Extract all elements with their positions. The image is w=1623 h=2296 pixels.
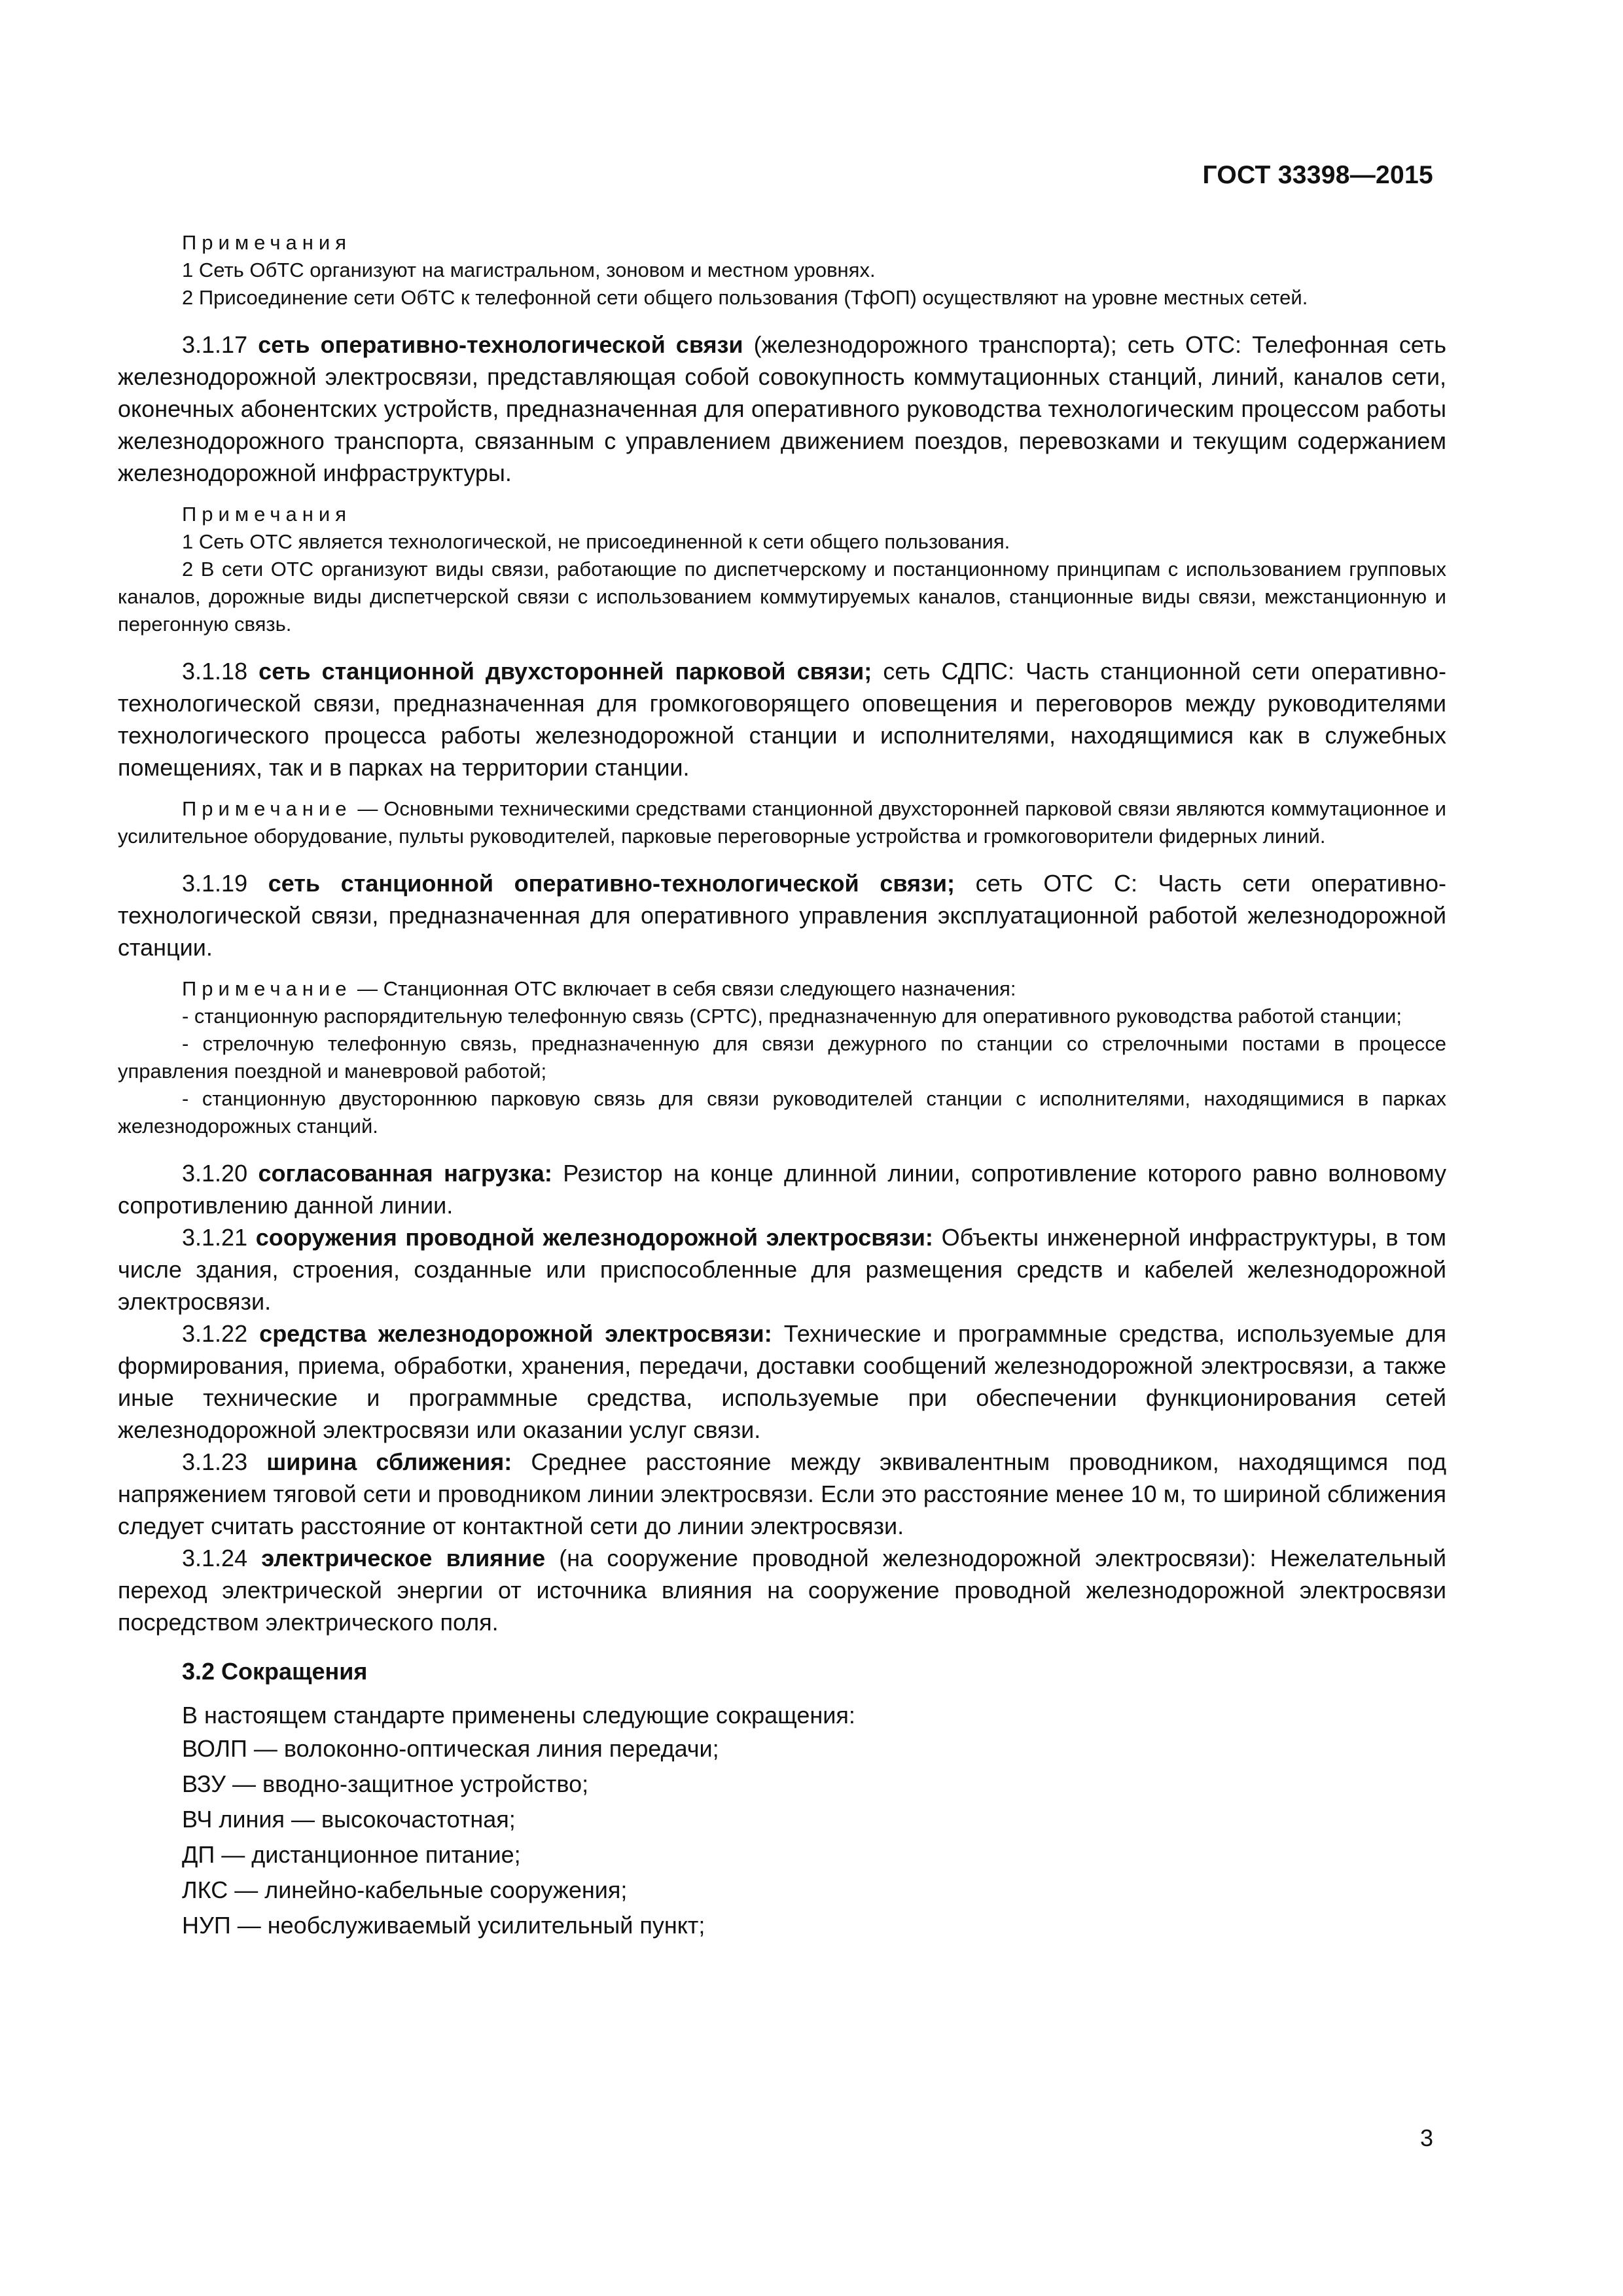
abbreviation-item: ВЧ линия — высокочастотная; (182, 1806, 516, 1833)
notes-block (118, 975, 1446, 1140)
definition-3-1-24 (118, 1542, 1446, 1638)
note-paragraph (118, 975, 1446, 1003)
definition-number: 3.1.21 (182, 1224, 248, 1251)
abbreviations-intro: В настоящем стандарте применены следующие сокращения: (182, 1702, 855, 1729)
definition-term: сооружения проводной железнодорожной электросвязи: (255, 1224, 933, 1251)
section-title: 3.2 Сокращения (182, 1658, 368, 1685)
definition-term: сеть станционной двухсторонней парковой связи; (259, 658, 872, 685)
note-item: 2 В сети ОТС организуют виды связи, работающие по диспетчерскому и постанционному принципам с использованием групповых каналов, дорожные виды диспетчерской связи с использованием коммутируемых каналов, станционные виды связи, межстанционную и перегонную связь. (118, 558, 1446, 636)
definition-term: средства железнодорожной электросвязи: (259, 1320, 772, 1347)
definition-term: сеть оперативно-технологической связи (258, 331, 743, 358)
definition-number: 3.1.19 (182, 870, 248, 897)
definition-number: 3.1.17 (182, 331, 248, 358)
note-item: 1 Сеть ОТС является технологической, не присоединенной к сети общего пользования. (182, 530, 1010, 553)
definition-3-1-22 (118, 1318, 1446, 1446)
note-item: 2 Присоединение сети ОбТС к телефонной сети общего пользования (ТфОП) осуществляют на уровне местных сетей. (182, 286, 1308, 309)
definition-3-1-21 (118, 1221, 1446, 1318)
definition-text: сеть ОТС С: Часть сети оперативно-технологической связи, предназначенная для оперативного управления эксплуатационной работой железнодорожной станции. (118, 870, 1446, 961)
definition-3-1-19 (118, 867, 1446, 963)
definition-term: ширина сближения: (266, 1448, 512, 1475)
definition-3-1-23 (118, 1446, 1446, 1542)
definition-text: Объекты инженерной инфраструктуры, в том числе здания, строения, созданные или приспособленные для размещения средств и кабелей железнодорожной электросвязи. (118, 1224, 1446, 1315)
note-item: 1 Сеть ОбТС организуют на магистральном, зоновом и местном уровнях. (182, 259, 876, 281)
notes-title: Примечания (182, 503, 351, 526)
abbreviation-item: ВОЛП — волоконно-оптическая линия передачи; (182, 1735, 719, 1762)
definition-term: согласованная нагрузка: (258, 1160, 552, 1187)
definition-number: 3.1.20 (182, 1160, 248, 1187)
note-label: Примечание (182, 797, 352, 820)
note-item: - стрелочную телефонную связь, предназначенную для связи дежурного по станции со стрелочными постами в процессе управления поездной и маневровой работой; (118, 1032, 1446, 1083)
document-body (118, 229, 1446, 1943)
definition-text: Резистор на конце длинной линии, сопротивление которого равно волновому сопротивлению данной линии. (118, 1160, 1446, 1219)
note-label: Примечание (182, 977, 352, 1000)
definition-text: (железнодорожного транспорта); сеть ОТС: Телефонная сеть железнодорожной электросвязи, представляющая собой совокупность коммутационных станций, линий, каналов сети, оконечных абонентских устройств, предназначенная для оперативного руководства технологическим процессом работы железнодорожного транспорта, связанным с управлением движением поездов, перевозками и текущим содержанием железнодорожной инфраструктуры. (118, 331, 1446, 486)
definition-text: сеть СДПС: Часть станционной сети оперативно-технологической связи, предназначенная для громкоговорящего оповещения и переговоров между руководителями технологического процесса работы железнодорожной станции и исполнителями, находящимися как в служебных помещениях, так и в парках на территории станции. (118, 658, 1446, 781)
definition-3-1-17 (118, 329, 1446, 489)
abbreviations-list (118, 1731, 1446, 1943)
page-number: 3 (1419, 2125, 1433, 2151)
note-item: - станционную двустороннюю парковую связь для связи руководителей станции с исполнителями, находящимися в парках железнодорожных станций. (118, 1087, 1446, 1138)
abbreviation-item: ВЗУ — вводно-защитное устройство; (182, 1770, 589, 1797)
notes-block (118, 501, 1446, 638)
definition-term: сеть станционной оперативно-технологической связи; (268, 870, 955, 897)
definition-3-1-20 (118, 1157, 1446, 1221)
definition-3-1-18 (118, 655, 1446, 783)
note-paragraph (118, 795, 1446, 850)
abbreviation-item: НУП — необслуживаемый усилительный пункт; (182, 1912, 705, 1939)
definition-text: Технические и программные средства, используемые для формирования, приема, обработки, хранения, передачи, доставки сообщений железнодорожной электросвязи, а также иные технические и программные средства, используемые при обеспечении функционирования сетей железнодорожной электросвязи или оказании услуг связи. (118, 1320, 1446, 1443)
definition-number: 3.1.24 (182, 1545, 248, 1571)
definition-number: 3.1.18 (182, 658, 248, 685)
abbreviation-item: ДП — дистанционное питание; (182, 1841, 521, 1868)
standard-number: ГОСТ 33398—2015 (1202, 161, 1433, 189)
definition-number: 3.1.22 (182, 1320, 248, 1347)
definition-text: (на сооружение проводной железнодорожной электросвязи): Нежелательный переход электрической энергии от источника влияния на сооружение проводной железнодорожной электросвязи посредством электрического поля. (118, 1545, 1446, 1636)
note-text: — Основными техническими средствами станционной двухсторонней парковой связи являются коммутационное и усилительное оборудование, пульты руководителей, парковые переговорные устройства и громкоговорители фидерных линий. (118, 797, 1446, 848)
definition-number: 3.1.23 (182, 1448, 248, 1475)
abbreviation-item: ЛКС — линейно-кабельные сооружения; (182, 1876, 628, 1903)
note-text: — Станционная ОТС включает в себя связи следующего назначения: (351, 977, 1016, 1000)
notes-title: Примечания (182, 231, 351, 254)
definition-text: Среднее расстояние между эквивалентным проводником, находящимся под напряжением тяговой сети и проводником линии электросвязи. Если это расстояние менее 10 м, то шириной сближения следует считать расстояние от контактной сети до линии электросвязи. (118, 1448, 1446, 1539)
notes-block (118, 229, 1446, 312)
definition-term: электрическое влияние (261, 1545, 546, 1571)
note-item: - станционную распорядительную телефонную связь (СРТС), предназначенную для оперативного руководства работой станции; (182, 1005, 1402, 1028)
